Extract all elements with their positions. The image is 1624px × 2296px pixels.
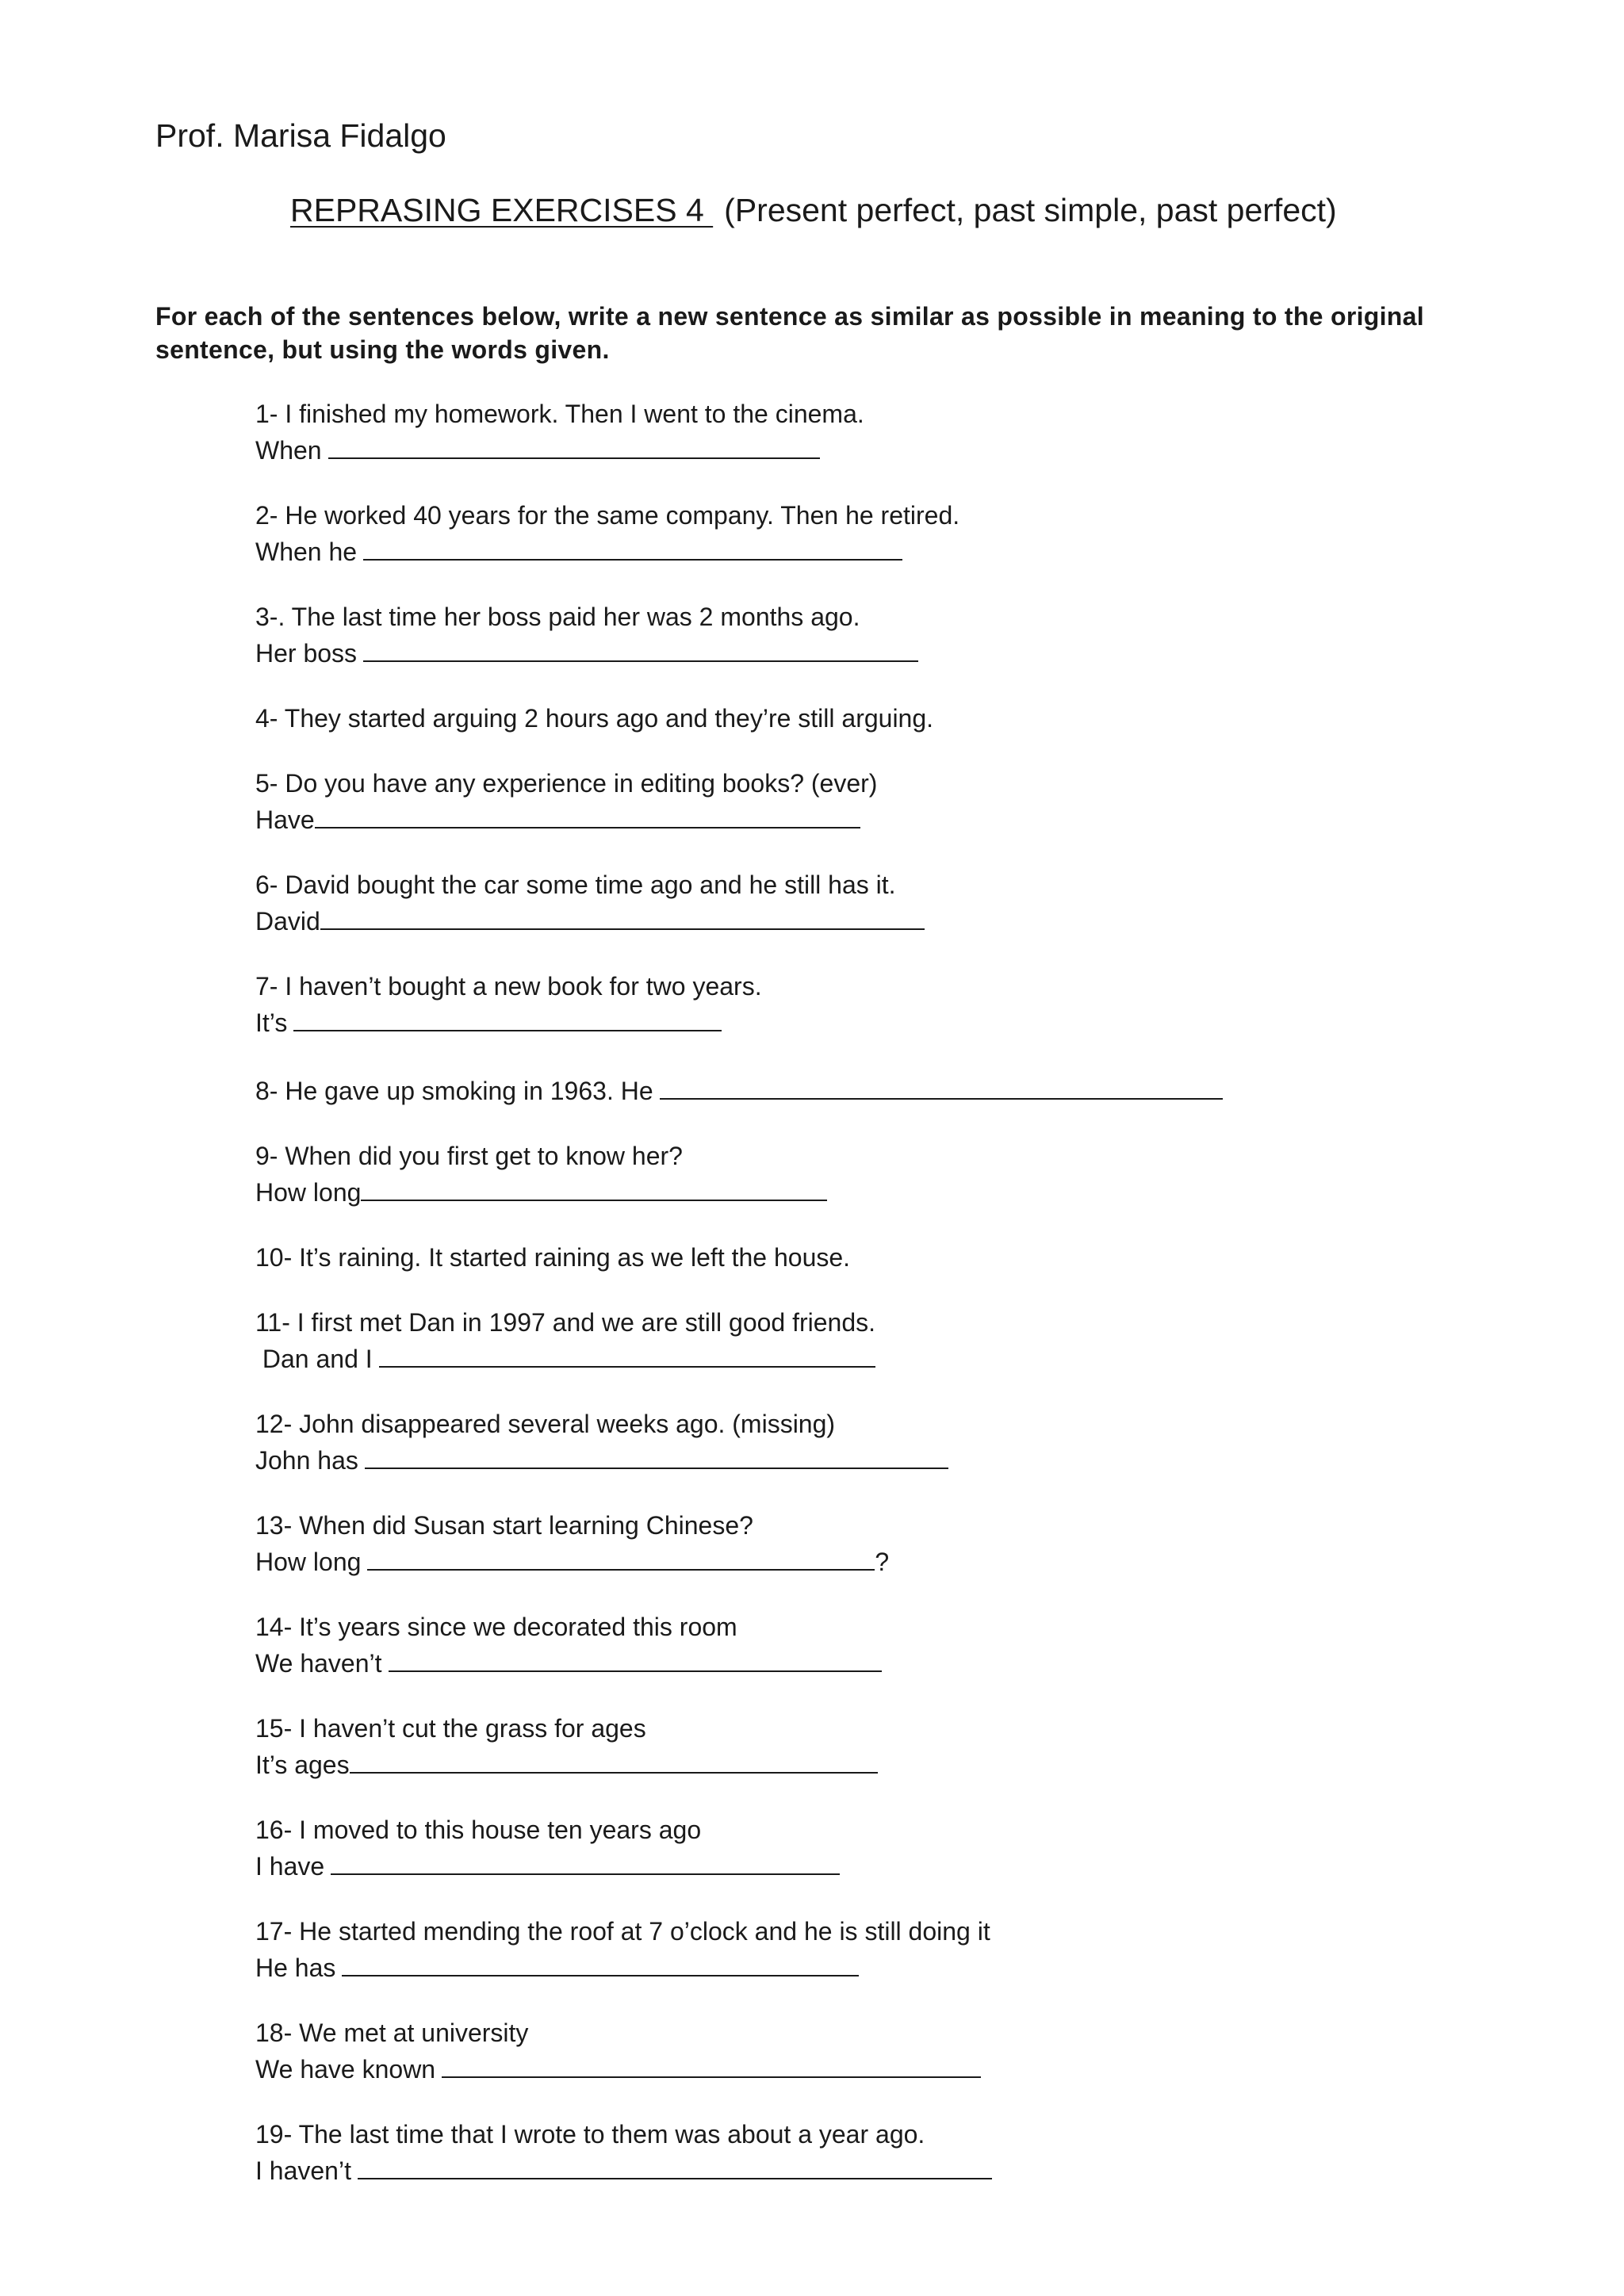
exercise-4 [255,702,1445,735]
exercise-sentence-with-blank [255,1071,1445,1108]
answer-line [255,2151,1445,2187]
answer-prompt: Her boss [255,639,358,668]
exercise-list [255,397,1445,2219]
author-name: Prof. Marisa Fidalgo [155,117,446,154]
answer-blank[interactable] [320,901,925,930]
answer-prompt: We have known [255,2055,436,2084]
exercise-7 [255,970,1445,1039]
exercise-18 [255,2016,1445,2086]
answer-blank[interactable] [293,1003,722,1031]
exercise-sentence: 10- It’s raining. It started raining as we left the house. [255,1243,851,1272]
answer-prompt: John has [255,1446,358,1475]
exercise-15 [255,1712,1445,1781]
answer-line [255,1644,1445,1680]
exercise-sentence: 13- When did Susan start learning Chinese? [255,1511,753,1540]
exercise-sentence: 8- He gave up smoking in 1963. He [255,1077,653,1105]
answer-line [255,430,1445,467]
title-subtitle: (Present perfect, past simple, past perfect) [724,192,1337,228]
answer-blank[interactable] [350,1745,878,1774]
exercise-19 [255,2118,1445,2187]
answer-line [255,1003,1445,1039]
answer-prompt: When [255,436,322,465]
answer-blank[interactable] [342,1948,859,1976]
answer-prompt: When he [255,538,358,566]
exercise-sentence: 19- The last time that I wrote to them was about a year ago. [255,2120,925,2149]
title-main: REPRASING EXERCISES 4 [290,192,714,228]
exercise-sentence: 6- David bought the car some time ago and he still has it. [255,871,896,899]
exercise-sentence: 16- I moved to this house ten years ago [255,1816,702,1844]
answer-prompt: We haven’t [255,1649,382,1678]
answer-line [255,1745,1445,1781]
answer-line [255,532,1445,568]
answer-line [255,1948,1445,1984]
answer-line [255,1339,1445,1376]
answer-line [255,1173,1445,1209]
answer-blank[interactable] [389,1644,882,1672]
exercise-sentence: 12- John disappeared several weeks ago. (missing) [255,1410,836,1438]
answer-suffix: ? [875,1548,890,1576]
answer-line [255,1846,1445,1883]
exercise-17 [255,1915,1445,1984]
instructions-text: For each of the sentences below, write a new sentence as similar as possible in meaning to the original sentence, but using the words given. [155,302,1424,364]
answer-blank[interactable] [363,633,918,662]
exercise-12 [255,1407,1445,1477]
answer-blank[interactable] [361,1173,827,1201]
answer-blank[interactable] [331,1846,840,1875]
answer-blank[interactable] [328,430,820,459]
answer-line [255,1441,1445,1477]
exercise-sentence: 4- They started arguing 2 hours ago and they’re still arguing. [255,704,934,733]
exercise-sentence: 1- I finished my homework. Then I went to the cinema. [255,400,864,428]
exercise-sentence: 3-. The last time her boss paid her was 2 months ago. [255,603,860,631]
answer-line [255,901,1445,938]
exercise-sentence: 18- We met at university [255,2019,529,2047]
exercise-sentence: 7- I haven’t bought a new book for two years. [255,972,762,1001]
exercise-3 [255,600,1445,670]
exercise-16 [255,1813,1445,1883]
exercise-11 [255,1306,1445,1376]
exercise-sentence: 17- He started mending the roof at 7 o’clock and he is still doing it [255,1917,990,1946]
answer-blank[interactable] [365,1441,948,1469]
answer-prompt: Have [255,806,315,834]
answer-prompt: It’s [255,1008,288,1037]
exercise-sentence: 15- I haven’t cut the grass for ages [255,1714,646,1743]
exercise-sentence: 9- When did you first get to know her? [255,1142,683,1170]
answer-blank[interactable] [660,1071,1223,1100]
answer-line [255,1542,1445,1578]
answer-line [255,633,1445,670]
exercise-sentence: 11- I first met Dan in 1997 and we are still good friends. [255,1308,876,1337]
exercise-1 [255,397,1445,467]
exercise-10 [255,1241,1445,1274]
exercise-8 [255,1071,1445,1108]
exercise-14 [255,1610,1445,1680]
exercise-6 [255,868,1445,938]
answer-prompt: I have [255,1852,325,1881]
answer-blank[interactable] [367,1542,875,1571]
answer-prompt: He has [255,1954,336,1982]
answer-prompt: It’s ages [255,1751,350,1779]
answer-blank[interactable] [379,1339,875,1368]
answer-prompt: How long [255,1548,362,1576]
answer-prompt: How long [255,1178,362,1207]
exercise-sentence: 2- He worked 40 years for the same company. Then he retired. [255,501,960,530]
exercise-sentence: 14- It’s years since we decorated this room [255,1613,737,1641]
exercise-5 [255,767,1445,836]
answer-blank[interactable] [363,532,902,561]
answer-line [255,2049,1445,2086]
answer-prompt: Dan and I [255,1345,373,1373]
exercise-sentence: 5- Do you have any experience in editing books? (ever) [255,769,878,798]
exercise-13 [255,1509,1445,1578]
answer-line [255,800,1445,836]
exercise-9 [255,1139,1445,1209]
answer-prompt: David [255,907,320,936]
answer-blank[interactable] [358,2151,992,2179]
answer-blank[interactable] [315,800,860,828]
answer-prompt: I haven’t [255,2156,351,2185]
answer-blank[interactable] [442,2049,981,2078]
worksheet-title [290,190,1337,230]
exercise-2 [255,499,1445,568]
